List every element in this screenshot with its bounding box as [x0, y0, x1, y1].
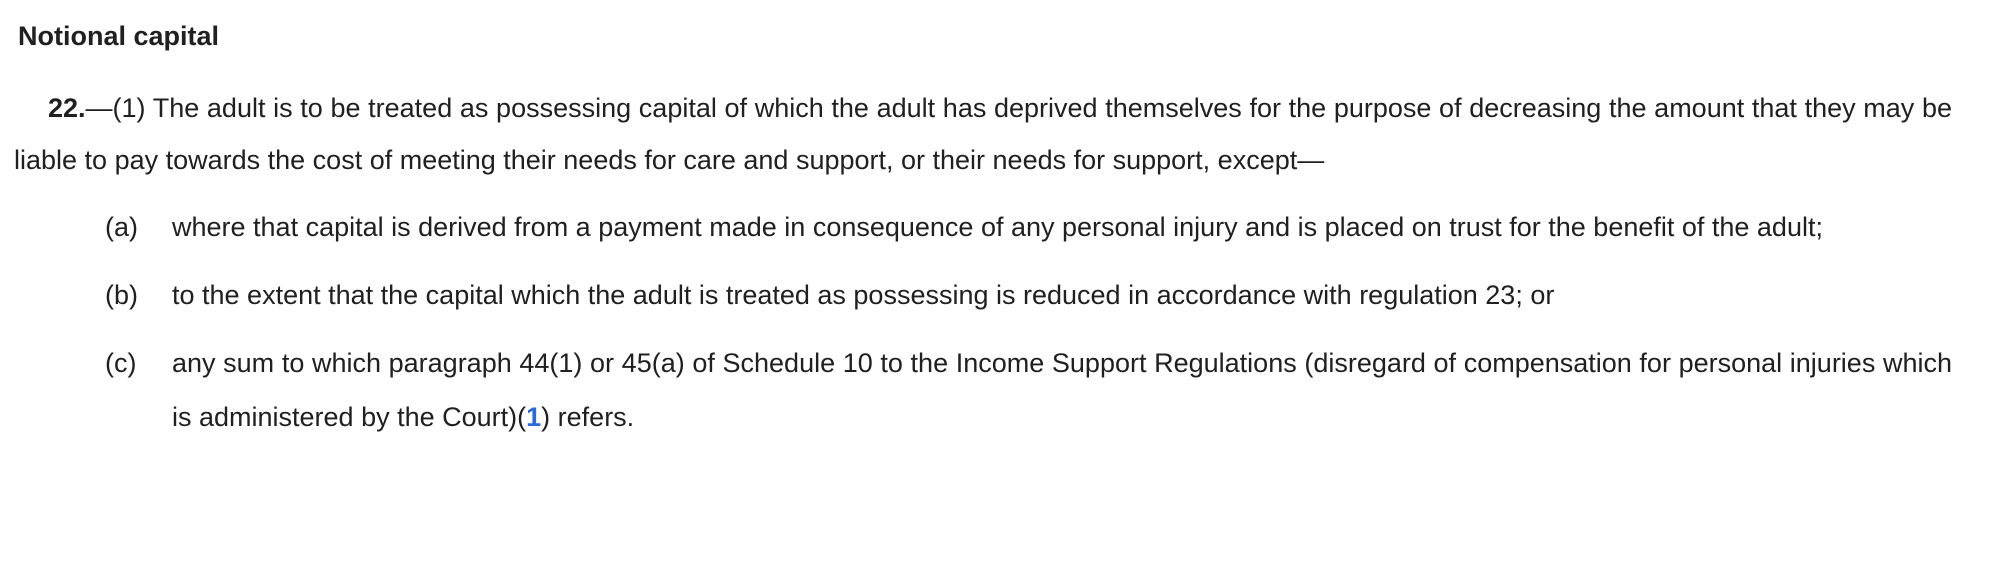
list-item-b-text: to the extent that the capital which the adult is treated as possessing is reduced in accordance with regulation 23; or: [172, 280, 1555, 310]
section-heading: Notional capital: [18, 21, 220, 51]
paragraph-22-1: [14, 82, 1952, 186]
list-item-b-label: (b): [105, 280, 138, 310]
list-item-c-text-before: any sum to which paragraph 44(1) or 45(a) of Schedule 10 to the Income Support Regulations (disregard of compensation for personal injuries which is administered by the Court)(: [172, 348, 1952, 432]
list-item-a: [14, 200, 1952, 254]
list-item-c-text-after: ) refers.: [541, 402, 635, 432]
list-item-c: [14, 336, 1952, 444]
list-item-b: [14, 268, 1952, 322]
sub-paragraph-list: [14, 200, 1952, 444]
provision-number: 22.: [48, 93, 86, 123]
list-item-a-label: (a): [105, 212, 138, 242]
footnote-1-link[interactable]: 1: [526, 402, 542, 432]
list-item-c-label: (c): [105, 348, 137, 378]
paragraph-text: —(1) The adult is to be treated as possessing capital of which the adult has deprived themselves for the purpose of decreasing the amount that they may be liable to pay towards the cost of meeting their needs for care and support, or their needs for support, except—: [14, 93, 1952, 175]
list-item-a-text: where that capital is derived from a payment made in consequence of any personal injury and is placed on trust for the benefit of the adult;: [172, 212, 1823, 242]
